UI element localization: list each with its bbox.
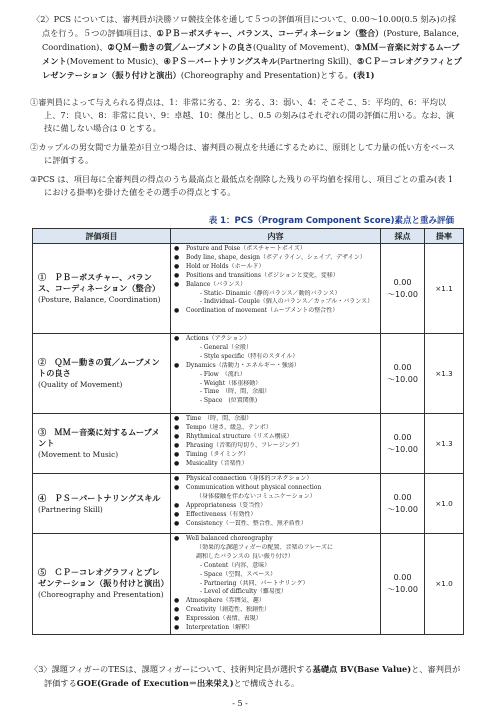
score-min: 0.00 <box>393 492 412 502</box>
score-max: ～10.00 <box>387 289 418 299</box>
intro-item-ps: ④ＰＳ－パートナリングスキル <box>163 56 278 66</box>
content-sub-item: - Time （時、間、余韻） <box>200 388 271 396</box>
content-sub-item: - Individual- Couple（個人のバランス／カップル・バランス） <box>200 298 374 306</box>
content-cell <box>171 474 381 534</box>
content-bullet-item: ● Appropriateness（妥当性） <box>174 502 377 511</box>
foot-goe: GOE(Grade of Execution＝出来栄え) <box>76 678 234 688</box>
evaluation-item-name: ③ ＭＭ－音楽に対するムーブメント <box>38 427 160 448</box>
evaluation-item-name: ② ＱＭ－動きの質／ムーブメントの良さ <box>38 357 160 378</box>
content-sub-item: - Partnering（共同、パートナリング） <box>200 579 309 587</box>
content-bullet-item: ● Effectiveness（有効性） <box>174 511 377 520</box>
content-bullet-item: ● Well balanced choreography <box>174 535 377 544</box>
factor-cell: ×1.3 <box>425 414 464 474</box>
sub-item-couple: ②カップルの男女間で力量差が目立つ場合は、審判員の視点を共通にするために、原則として力量の低い方をベースに評価する。 <box>30 142 455 165</box>
table-row <box>33 334 464 414</box>
table-row <box>33 414 464 474</box>
content-sub-item: （効果的な課題フィガーの配置、音楽のフレーズに <box>196 543 333 551</box>
content-bullet-item: ● Body line, shape, design（ボディライン、シェイプ、デザイン） <box>174 254 377 263</box>
intro-text: (Quality of Movement)、 <box>252 42 355 52</box>
content-sub-item: - Content（内容、意味） <box>200 561 271 569</box>
content-list <box>174 415 377 468</box>
content-sub-item: - Style specific（特有のスタイル） <box>200 352 299 360</box>
evaluation-item-english: (Quality of Movement) <box>38 380 123 389</box>
intro-text: 〈2〉PCS については、審判員が決勝ソロ競技全体を通して５つの評価項目について、0.00～10.00(0.5 刻み)の採点を行う。５つの評価項目は、 <box>32 14 457 38</box>
evaluation-item-english: (Posture, Balance, Coordination) <box>38 295 161 304</box>
content-bullet-item: ● Phrasing（音楽的句切り、フレージング） <box>174 442 377 451</box>
table-row <box>33 474 464 534</box>
content-bullet-item: ● Time （時、間、余韻） <box>174 415 377 424</box>
foot-text: と、審判員が評価する <box>44 664 461 688</box>
content-bullet-item: ● Tempo（速さ、緩急、テンポ） <box>174 424 377 433</box>
content-list <box>174 535 377 633</box>
content-bullet-item: ● Positions and transitions（ポジションと変化、変移） <box>174 272 377 281</box>
evaluation-item-cell <box>33 534 171 635</box>
foot-text: 〈3〉課題フィガーのTESは、課題フィガーについて、技術判定員が選択する <box>30 664 313 674</box>
content-bullet-item: ● Dynamics（活動力・エネルギー・強弱） <box>174 362 377 371</box>
content-sub-item: - Space (位置関係) <box>200 397 258 405</box>
content-cell <box>171 534 381 635</box>
intro-text: (Movement to Music)、 <box>66 56 164 66</box>
content-bullet-item: ● Expression（表情、表現） <box>174 615 377 624</box>
content-sub-item: - Flow （流れ） <box>200 370 246 378</box>
factor-cell: ×1.0 <box>425 534 464 635</box>
score-cell <box>381 244 425 334</box>
content-sub-item: - Level of difficulty（難易度） <box>200 588 287 596</box>
score-max: ～10.00 <box>387 504 418 514</box>
content-bullet-item: ● Consistency（一貫性、整合性、無矛盾性） <box>174 520 377 529</box>
intro-text: (Partnering Skill)、 <box>277 56 358 66</box>
tes-paragraph <box>30 662 464 690</box>
factor-cell: ×1.3 <box>425 334 464 414</box>
table-row <box>33 244 464 334</box>
content-sub-item: - Static- Dinamic（静的バランス／動的バランス） <box>200 289 341 297</box>
pcs-sub-items <box>30 96 462 205</box>
content-bullet-item: ● Hold or Holds（ホールド） <box>174 263 377 272</box>
foot-text: とで構成される。 <box>233 678 300 688</box>
content-bullet-item: ● Communication without physical connection <box>174 484 377 493</box>
intro-item-pb: ①ＰＢ－ボスチャー、バランス、コーディネーション（整合） <box>156 28 384 38</box>
intro-item-mm: ③ＭＭ－音楽に対するムーブメント <box>42 42 460 66</box>
content-bullet-item: ● Physical connection（身体的コネクション） <box>174 475 377 484</box>
score-cell <box>381 334 425 414</box>
evaluation-item-cell <box>33 474 171 534</box>
content-cell <box>171 244 381 334</box>
score-cell <box>381 474 425 534</box>
evaluation-item-cell <box>33 334 171 414</box>
content-bullet-item: ● Balance（バランス） <box>174 281 377 290</box>
table-caption: 表 1：PCS（Program Component Score)素点と重み評価 <box>208 216 454 226</box>
content-bullet-item: ● Coordination of movement（ムーブメントの整合性） <box>174 307 377 316</box>
header-score: 採点 <box>381 229 425 244</box>
content-sub-item: - Weight（体重移動） <box>200 379 262 387</box>
evaluation-item-english: (Movement to Music) <box>38 450 119 459</box>
header-content: 内容 <box>171 229 381 244</box>
intro-text: (Posture, Balance, Coordination)、 <box>42 28 460 52</box>
table-row <box>33 534 464 635</box>
content-bullet-item: ● Timing（タイミング） <box>174 451 377 460</box>
score-cell <box>381 534 425 635</box>
score-max: ～10.00 <box>387 374 418 384</box>
evaluation-item-name: ④ ＰＳ－パートナリングスキル <box>38 492 161 503</box>
content-bullet-item: ● Rhythmical structure（リズム構成） <box>174 433 377 442</box>
content-bullet-item: ● Actions（アクション） <box>174 335 377 344</box>
factor-cell: ×1.1 <box>425 244 464 334</box>
evaluation-item-cell <box>33 414 171 474</box>
page-number: - 5 - <box>232 699 248 708</box>
sub-item-scale: ①審判員によって与えられる得点は、1：非常に劣る、2：劣る、3：弱い、4：そこそこ、5：平均的、6：平均以上、7：良い、8：非常に良い、9：卓越、10：傑出とし、0.5 の刻みはそれぞれの間の評価に用いる。なお、演技に備しない場合は 0 とする。 <box>30 97 455 133</box>
content-list <box>174 335 377 406</box>
content-list <box>174 245 377 316</box>
intro-item-cp: ⑤ＣＰ－コレオグラフィとプレゼンテーション（振り付けと演出） <box>42 56 462 80</box>
pcs-intro-paragraph <box>32 12 462 82</box>
content-sub-item: （身体接触を伴わないコミュニケーション） <box>196 492 316 500</box>
content-cell <box>171 414 381 474</box>
header-factor: 掛率 <box>425 229 464 244</box>
content-bullet-item: ● Musicality（音楽性） <box>174 460 377 469</box>
score-max: ～10.00 <box>387 444 418 454</box>
score-cell <box>381 414 425 474</box>
content-list <box>174 475 377 528</box>
score-max: ～10.00 <box>387 584 418 594</box>
score-min: 0.00 <box>393 432 412 442</box>
table-header-row <box>33 229 464 244</box>
content-bullet-item: ● Creativity（創造性、独創性） <box>174 606 377 615</box>
intro-item-qm: ②ＱＭ－動きの質／ムーブメントの良さ <box>107 42 253 52</box>
intro-text: (Choreography and Presentation)とする。 <box>180 70 353 80</box>
evaluation-item-name: ① ＰＢ－ボスチャー、バランス、コーディネーション（整合） <box>38 272 161 293</box>
content-bullet-item: ● Atmosphere（雰囲気、趣） <box>174 597 377 606</box>
score-min: 0.00 <box>393 572 412 582</box>
score-min: 0.00 <box>393 362 412 372</box>
intro-table-ref: (表1) <box>352 70 375 80</box>
content-sub-item: 調和したバランスの 良い振り付け） <box>196 552 294 560</box>
evaluation-item-english: (Choreography and Presentation) <box>38 590 164 600</box>
sub-item-average: ③PCS は、項目毎に全審判員の得点のうち最高点と最低点を削除した残りの平均値を採用し、項目ごとの重み(表 1 における掛率)を掛けた値をその選手の得点とする。 <box>30 174 454 197</box>
factor-cell: ×1.0 <box>425 474 464 534</box>
content-cell <box>171 334 381 414</box>
evaluation-item-english: (Partnering Skill) <box>38 504 103 514</box>
table-body <box>33 244 464 635</box>
evaluation-item-cell <box>33 244 171 334</box>
content-bullet-item: ● Interpretation（解釈） <box>174 624 377 633</box>
header-item: 評価項目 <box>33 229 171 244</box>
score-min: 0.00 <box>393 277 412 287</box>
content-sub-item: - Space（空間、スペース） <box>200 570 277 578</box>
foot-base-value: 基礎点 BV(Base Value) <box>312 664 412 674</box>
evaluation-item-name: ⑤ ＣＰ－コレオグラフィとプレゼンテーション（振り付けと演出） <box>38 567 169 589</box>
content-bullet-item: ● Posture and Poise（ポスチャートポイズ） <box>174 245 377 254</box>
pcs-table <box>32 228 464 635</box>
content-sub-item: - General（全般） <box>200 343 253 351</box>
